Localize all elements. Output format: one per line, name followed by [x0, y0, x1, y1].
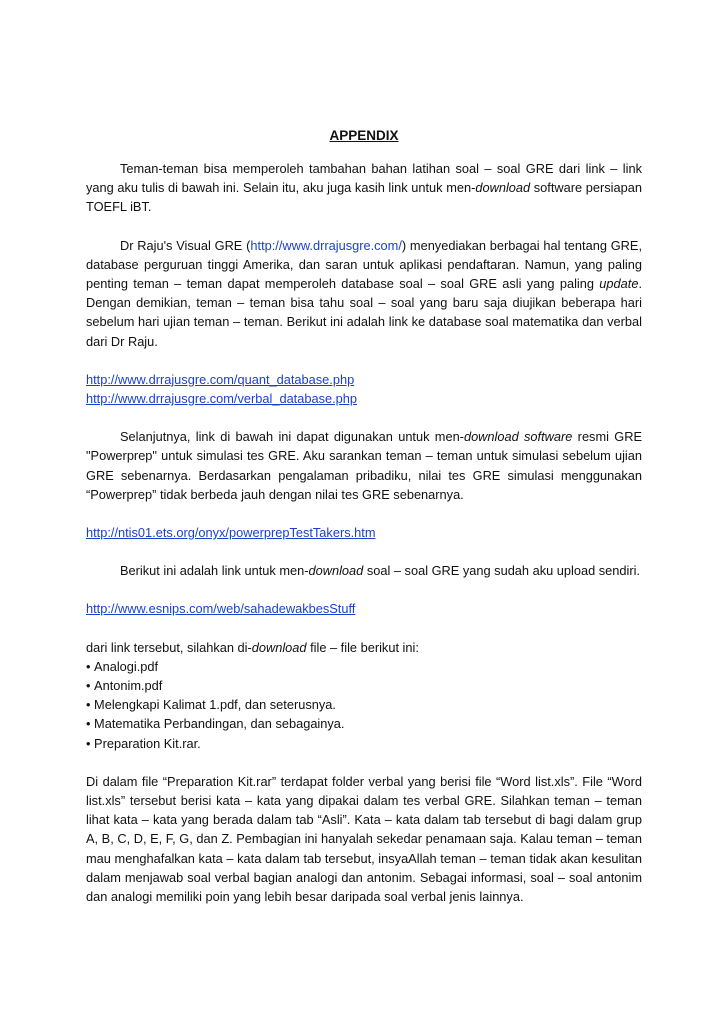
- list-item: • Matematika Perbandingan, dan sebagainya.: [86, 714, 642, 733]
- files-intro: [86, 638, 642, 657]
- drraju-text-3: . Dengan demikian, teman – teman bisa tahu soal – soal yang baru saja diujikan beberapa hari sebelum hari ujian teman – teman. Berikut ini adalah link ke database soal matematika dan verbal dari Dr Raju.: [86, 276, 642, 349]
- drraju-text-1: Dr Raju's Visual GRE (: [120, 237, 251, 253]
- drraju-home-link[interactable]: http://www.drrajusgre.com/: [250, 237, 402, 253]
- powerprep-link[interactable]: http://ntis01.ets.org/onyx/powerprepTestTakers.htm: [86, 525, 376, 541]
- intro-text-1: Teman-teman bisa memperoleh tambahan bahan latihan soal – soal GRE dari link – link yang aku tulis di bawah ini. Selain itu, aku juga kasih link untuk men-: [86, 161, 642, 196]
- upload-emphasis: download: [308, 563, 364, 579]
- files-intro-emphasis: download: [251, 639, 307, 655]
- list-item: • Antonim.pdf: [86, 676, 642, 695]
- powerprep-text-2: resmi GRE "Powerprep" untuk simulasi tes GRE. Aku sarankan teman – teman untuk simulasi sebelum ujian GRE sebenarnya. Berdasarkan pengalaman pribadiku, nilai tes GRE simulasi menggunakan “Powerprep” tidak berbeda jauh dengan nilai tes GRE sebenarnya.: [86, 429, 642, 502]
- verbal-database-link[interactable]: http://www.drrajusgre.com/verbal_database.php: [86, 391, 358, 407]
- powerprep-paragraph: [86, 427, 642, 504]
- wordlist-paragraph: Di dalam file “Preparation Kit.rar” terdapat folder verbal yang berisi file “Word list.xls”. File “Word list.xls” tersebut berisi kata – kata yang dipakai dalam tes verbal GRE. Silahkan teman – teman lihat kata – kata yang berada dalam tab “Asli”. Kata – kata dalam tab tersebut di bagi dalam grup A, B, C, D, E, F, G, dan Z. Pembagian ini hanyalah sekedar penamaan saja. Kalau teman – teman mau menghafalkan kata – kata dalam tab tersebut, insyaAllah teman – teman tidak akan kesulitan dalam menjawab soal verbal bagian analogi dan antonim. Sebagai informasi, soal – soal antonim dan analogi memiliki poin yang lebih besar daripada soal verbal jenis lainnya.: [86, 773, 642, 905]
- drraju-emphasis: update: [599, 276, 639, 292]
- intro-paragraph: [86, 159, 642, 217]
- list-item: • Melengkapi Kalimat 1.pdf, dan seterusnya.: [86, 695, 642, 714]
- list-item: • Analogi.pdf: [86, 657, 642, 676]
- files-intro-text-2: file – file berikut ini:: [306, 639, 419, 655]
- intro-emphasis: download: [475, 180, 531, 196]
- database-links: [86, 370, 642, 408]
- drraju-text-2: ) menyediakan berbagai hal tentang GRE, database perguruan tinggi Amerika, dan saran untuk aplikasi pendaftaran. Namun, yang paling penting teman – teman dapat memperoleh database soal – soal GRE asli yang paling: [86, 237, 643, 292]
- quant-database-link[interactable]: http://www.drrajusgre.com/quant_database.php: [86, 371, 355, 387]
- files-intro-text-1: dari link tersebut, silahkan di-: [86, 639, 252, 655]
- powerprep-emphasis: download software: [463, 429, 573, 445]
- powerprep-link-block: [86, 523, 642, 542]
- upload-text-2: soal – soal GRE yang sudah aku upload sendiri.: [363, 563, 641, 579]
- esnips-link[interactable]: http://www.esnips.com/web/sahadewakbesStuff: [86, 601, 356, 617]
- page-title: APPENDIX: [329, 128, 399, 143]
- intro-text-2: software persiapan TOEFL iBT.: [86, 180, 642, 215]
- list-item: • Preparation Kit.rar.: [86, 734, 642, 753]
- upload-paragraph: [86, 561, 642, 580]
- upload-text-1: Berikut ini adalah link untuk men-: [120, 563, 309, 579]
- powerprep-text-1: Selanjutnya, link di bawah ini dapat digunakan untuk men-: [120, 429, 464, 445]
- drraju-paragraph: [86, 236, 642, 351]
- esnips-link-block: [86, 599, 642, 618]
- document-body: [86, 126, 642, 925]
- file-list: [86, 657, 642, 753]
